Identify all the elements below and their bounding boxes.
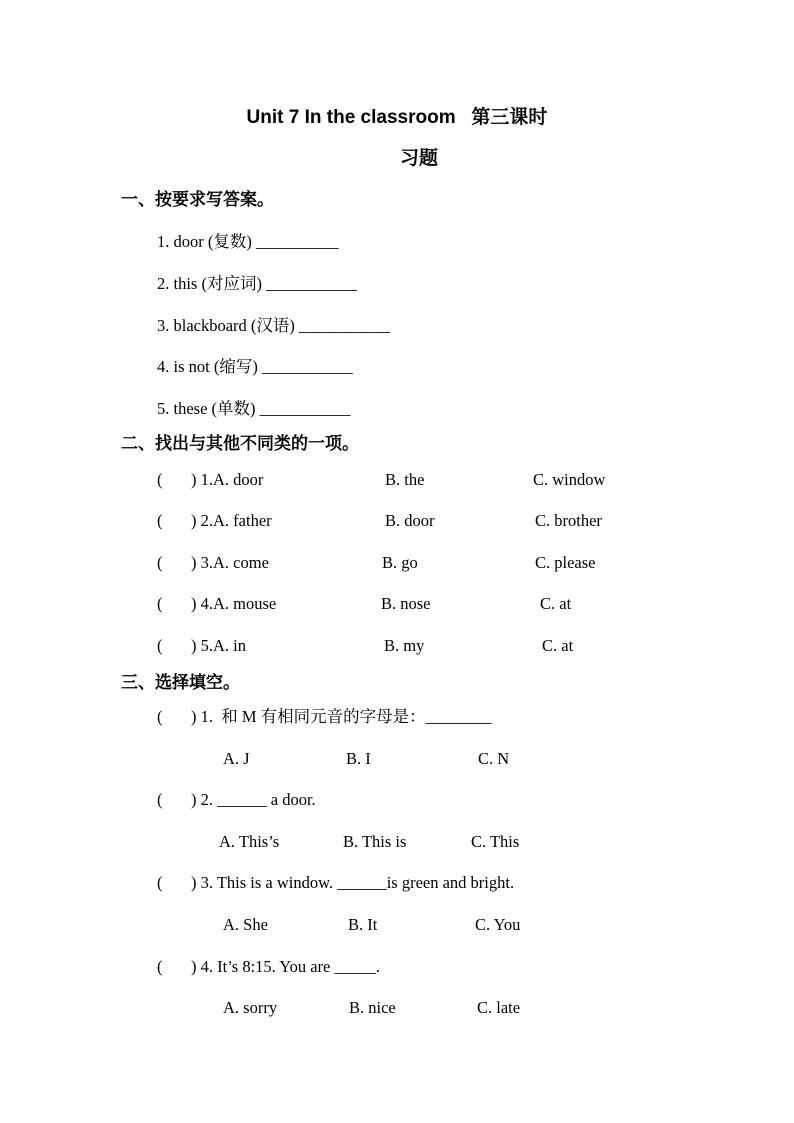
- option-c: C. late: [477, 998, 521, 1017]
- answer-paren: (: [157, 957, 163, 976]
- option-b: B. my: [384, 636, 425, 655]
- answer-paren: (: [157, 553, 163, 572]
- option-c: C. window: [533, 470, 606, 489]
- option-b: B. It: [348, 915, 378, 934]
- option-b: B. door: [385, 511, 435, 530]
- option-a: A. sorry: [223, 998, 278, 1017]
- list-item: 1. door (复数) __________: [157, 232, 339, 251]
- list-item: 3. blackboard (汉语) ___________: [157, 316, 390, 335]
- question-stem: ) 3. This is a window. ______is green and bright.: [191, 873, 515, 892]
- option-b: B. I: [346, 749, 371, 768]
- option-b: B. the: [385, 470, 425, 489]
- option-c: C. N: [478, 749, 510, 768]
- section-heading: 三、选择填空。: [121, 673, 240, 693]
- answer-paren: (: [157, 470, 163, 489]
- answer-paren: (: [157, 594, 163, 613]
- option-a: A. This’s: [219, 832, 280, 851]
- section-heading: 二、找出与其他不同类的一项。: [121, 434, 359, 454]
- option-b: B. nice: [349, 998, 396, 1017]
- option-b: B. nose: [381, 594, 431, 613]
- option-b: B. This is: [343, 832, 407, 851]
- option-c: C. at: [540, 594, 572, 613]
- list-item: 2. this (对应词) ___________: [157, 274, 357, 293]
- answer-paren: (: [157, 511, 163, 530]
- option-a: A. J: [223, 749, 250, 768]
- option-a: A. She: [223, 915, 268, 934]
- question-stem: ) 5.A. in: [191, 636, 246, 655]
- list-item: 4. is not (缩写) ___________: [157, 357, 353, 376]
- list-item: 5. these (单数) ___________: [157, 399, 351, 418]
- answer-paren: (: [157, 790, 163, 809]
- question-stem: ) 3.A. come: [191, 553, 269, 572]
- question-stem: ) 4.A. mouse: [191, 594, 277, 613]
- answer-paren: (: [157, 873, 163, 892]
- page-title: Unit 7 In the classroom 第三课时: [246, 107, 548, 128]
- question-stem: ) 1.A. door: [191, 470, 264, 489]
- question-stem: ) 2. ______ a door.: [191, 790, 316, 809]
- question-stem: ) 4. It’s 8:15. You are _____.: [191, 957, 380, 976]
- option-c: C. brother: [535, 511, 602, 530]
- section-heading: 一、按要求写答案。: [121, 190, 274, 210]
- question-stem: ) 1. 和 M 有相同元音的字母是：________: [191, 707, 492, 726]
- answer-paren: (: [157, 707, 163, 726]
- option-c: C. please: [535, 553, 596, 572]
- answer-paren: (: [157, 636, 163, 655]
- option-c: C. at: [542, 636, 574, 655]
- option-c: C. This: [471, 832, 520, 851]
- page-subtitle: 习题: [399, 147, 438, 169]
- question-stem: ) 2.A. father: [191, 511, 272, 530]
- option-b: B. go: [382, 553, 418, 572]
- option-c: C. You: [475, 915, 521, 934]
